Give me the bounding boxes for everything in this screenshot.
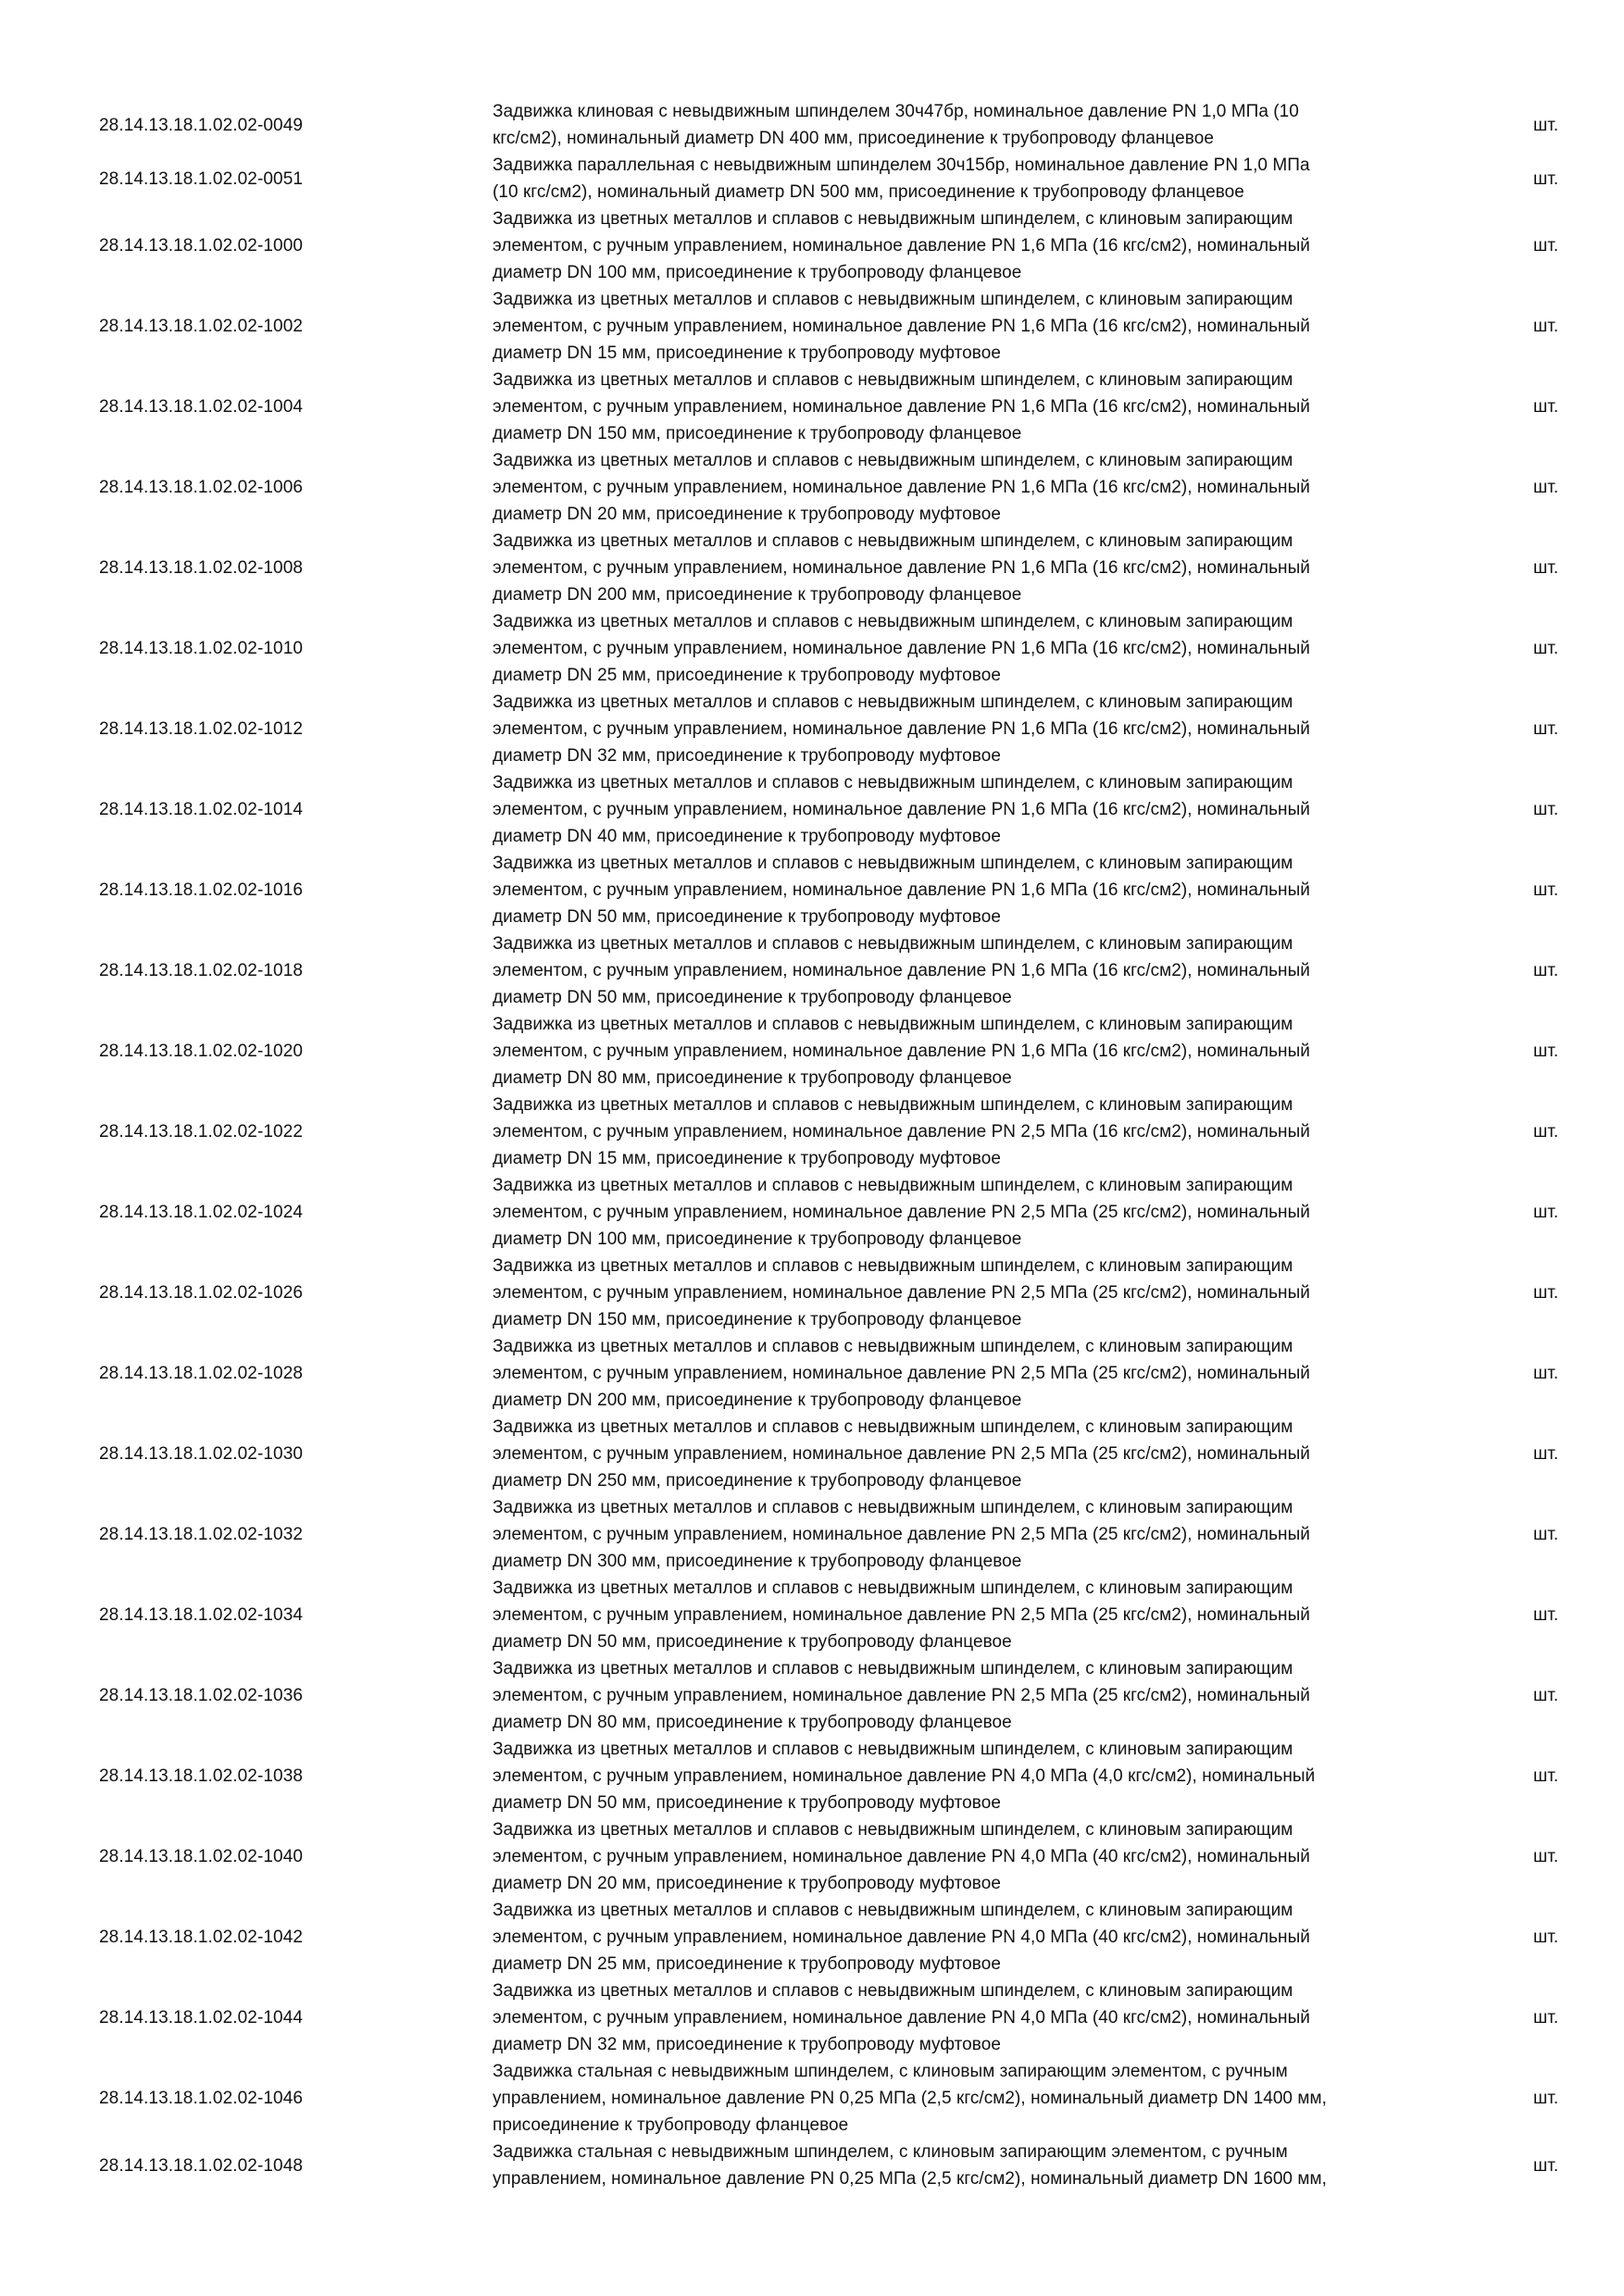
table-row bbox=[0, 850, 1624, 930]
description-line: Задвижка из цветных металлов и сплавов с невыдвижным шпинделем, с клиновым запирающим bbox=[493, 1337, 1293, 1356]
item-unit: шт. bbox=[1533, 2155, 1559, 2176]
description-line: диаметр DN 80 мм, присоединение к трубопроводу фланцевое bbox=[493, 1068, 1012, 1088]
description-line: Задвижка из цветных металлов и сплавов с невыдвижным шпинделем, с клиновым запирающим bbox=[493, 612, 1293, 631]
description-line: диаметр DN 20 мм, присоединение к трубопроводу муфтовое bbox=[493, 1874, 1001, 1893]
description-line: Задвижка параллельная с невыдвижным шпинделем 30ч15бр, номинальное давление PN 1,0 МПа bbox=[493, 156, 1310, 175]
description-line: диаметр DN 200 мм, присоединение к трубопроводу фланцевое bbox=[493, 1391, 1022, 1410]
item-unit: шт. bbox=[1533, 317, 1559, 336]
table-row bbox=[0, 930, 1624, 1011]
description-line: Задвижка из цветных металлов и сплавов с невыдвижным шпинделем, с клиновым запирающим bbox=[493, 1417, 1293, 1437]
item-unit: шт. bbox=[1533, 397, 1559, 417]
item-unit: шт. bbox=[1533, 961, 1559, 980]
description-line: диаметр DN 15 мм, присоединение к трубопроводу муфтовое bbox=[493, 343, 1001, 363]
item-description bbox=[493, 1092, 1474, 1172]
description-line: элементом, с ручным управлением, номинальное давление PN 2,5 МПа (25 кгс/см2), номинальный bbox=[493, 1686, 1310, 1705]
description-line: элементом, с ручным управлением, номинальное давление PN 1,6 МПа (16 кгс/см2), номинальный bbox=[493, 719, 1310, 739]
item-unit: шт. bbox=[1533, 1122, 1559, 1142]
description-line: диаметр DN 32 мм, присоединение к трубопроводу муфтовое bbox=[493, 2035, 1001, 2054]
item-unit: шт. bbox=[1533, 1928, 1559, 1947]
item-description bbox=[493, 1978, 1474, 2058]
table-row bbox=[0, 1172, 1624, 1253]
item-unit: шт. bbox=[1533, 1283, 1559, 1303]
item-unit: шт. bbox=[1533, 1042, 1559, 1061]
item-unit: шт. bbox=[1533, 2008, 1559, 2028]
table-row bbox=[0, 1816, 1624, 1897]
description-line: диаметр DN 150 мм, присоединение к трубопроводу фланцевое bbox=[493, 424, 1022, 443]
item-code: 28.14.13.18.1.02.02-1026 bbox=[99, 1283, 304, 1303]
item-unit: шт. bbox=[1533, 1766, 1559, 1786]
item-description bbox=[493, 286, 1474, 367]
description-line: диаметр DN 150 мм, присоединение к трубопроводу фланцевое bbox=[493, 1310, 1022, 1329]
table-row bbox=[0, 1897, 1624, 1978]
table-row bbox=[0, 528, 1624, 608]
item-description bbox=[493, 1172, 1474, 1253]
description-line: элементом, с ручным управлением, номинальное давление PN 1,6 МПа (16 кгс/см2), номинальный bbox=[493, 236, 1310, 256]
description-line: Задвижка из цветных металлов и сплавов с невыдвижным шпинделем, с клиновым запирающим bbox=[493, 934, 1293, 954]
description-line: Задвижка из цветных металлов и сплавов с невыдвижным шпинделем, с клиновым запирающим bbox=[493, 290, 1293, 309]
description-line: элементом, с ручным управлением, номинальное давление PN 2,5 МПа (25 кгс/см2), номинальный bbox=[493, 1525, 1310, 1544]
description-line: Задвижка из цветных металлов и сплавов с невыдвижным шпинделем, с клиновым запирающим bbox=[493, 1740, 1293, 1759]
description-line: Задвижка из цветных металлов и сплавов с невыдвижным шпинделем, с клиновым запирающим bbox=[493, 1256, 1293, 1276]
description-line: элементом, с ручным управлением, номинальное давление PN 4,0 МПа (40 кгс/см2), номинальный bbox=[493, 1928, 1310, 1947]
description-line: диаметр DN 80 мм, присоединение к трубопроводу фланцевое bbox=[493, 1713, 1012, 1732]
description-line: управлением, номинальное давление PN 0,25 МПа (2,5 кгс/см2), номинальный диаметр DN 1400 мм, bbox=[493, 2089, 1327, 2108]
table-row bbox=[0, 152, 1624, 206]
item-unit: шт. bbox=[1533, 719, 1559, 739]
description-line: элементом, с ручным управлением, номинальное давление PN 1,6 МПа (16 кгс/см2), номинальный bbox=[493, 639, 1310, 658]
description-line: диаметр DN 50 мм, присоединение к трубопроводу фланцевое bbox=[493, 1632, 1012, 1652]
item-description bbox=[493, 528, 1474, 608]
item-description bbox=[493, 769, 1474, 850]
item-unit: шт. bbox=[1533, 1203, 1559, 1222]
description-line: диаметр DN 100 мм, присоединение к трубопроводу фланцевое bbox=[493, 1229, 1022, 1249]
description-line: диаметр DN 50 мм, присоединение к трубопроводу фланцевое bbox=[493, 988, 1012, 1007]
description-line: Задвижка клиновая с невыдвижным шпинделем 30ч47бр, номинальное давление PN 1,0 МПа (10 bbox=[493, 102, 1299, 121]
item-description bbox=[493, 367, 1474, 447]
description-line: Задвижка из цветных металлов и сплавов с невыдвижным шпинделем, с клиновым запирающим bbox=[493, 1578, 1293, 1598]
table-row bbox=[0, 608, 1624, 689]
description-line: присоединение к трубопроводу фланцевое bbox=[493, 2115, 849, 2135]
description-line: Задвижка из цветных металлов и сплавов с невыдвижным шпинделем, с клиновым запирающим bbox=[493, 854, 1293, 873]
description-line: Задвижка из цветных металлов и сплавов с невыдвижным шпинделем, с клиновым запирающим bbox=[493, 1015, 1293, 1034]
description-line: управлением, номинальное давление PN 0,25 МПа (2,5 кгс/см2), номинальный диаметр DN 1600 мм, bbox=[493, 2169, 1327, 2189]
description-line: Задвижка стальная с невыдвижным шпинделем, с клиновым запирающим элементом, с ручным bbox=[493, 2142, 1288, 2162]
description-line: Задвижка из цветных металлов и сплавов с невыдвижным шпинделем, с клиновым запирающим bbox=[493, 1498, 1293, 1517]
description-line: элементом, с ручным управлением, номинальное давление PN 1,6 МПа (16 кгс/см2), номинальный bbox=[493, 478, 1310, 497]
item-code: 28.14.13.18.1.02.02-1002 bbox=[99, 317, 304, 336]
table-row bbox=[0, 689, 1624, 769]
description-line: Задвижка из цветных металлов и сплавов с невыдвижным шпинделем, с клиновым запирающим bbox=[493, 1095, 1293, 1115]
table-row bbox=[0, 206, 1624, 286]
item-code: 28.14.13.18.1.02.02-1020 bbox=[99, 1042, 304, 1061]
item-code: 28.14.13.18.1.02.02-1044 bbox=[99, 2008, 304, 2028]
item-unit: шт. bbox=[1533, 236, 1559, 256]
table-row bbox=[0, 1736, 1624, 1816]
description-line: Задвижка из цветных металлов и сплавов с невыдвижным шпинделем, с клиновым запирающим bbox=[493, 1659, 1293, 1678]
item-code: 28.14.13.18.1.02.02-1040 bbox=[99, 1847, 304, 1866]
item-description bbox=[493, 1575, 1474, 1655]
table-row bbox=[0, 769, 1624, 850]
item-description bbox=[493, 1736, 1474, 1816]
table-row bbox=[0, 1333, 1624, 1414]
description-line: Задвижка из цветных металлов и сплавов с невыдвижным шпинделем, с клиновым запирающим bbox=[493, 370, 1293, 390]
description-line: диаметр DN 300 мм, присоединение к трубопроводу фланцевое bbox=[493, 1552, 1022, 1571]
table-row bbox=[0, 447, 1624, 528]
item-unit: шт. bbox=[1533, 880, 1559, 900]
table-row bbox=[0, 1655, 1624, 1736]
table-row bbox=[0, 1092, 1624, 1172]
item-code: 28.14.13.18.1.02.02-1034 bbox=[99, 1605, 304, 1625]
item-description bbox=[493, 1897, 1474, 1978]
description-line: Задвижка из цветных металлов и сплавов с невыдвижным шпинделем, с клиновым запирающим bbox=[493, 1176, 1293, 1195]
description-line: диаметр DN 15 мм, присоединение к трубопроводу муфтовое bbox=[493, 1149, 1001, 1168]
description-line: диаметр DN 100 мм, присоединение к трубопроводу фланцевое bbox=[493, 263, 1022, 282]
description-line: диаметр DN 40 мм, присоединение к трубопроводу муфтовое bbox=[493, 827, 1001, 846]
item-unit: шт. bbox=[1533, 558, 1559, 578]
item-unit: шт. bbox=[1533, 115, 1559, 135]
item-description bbox=[493, 930, 1474, 1011]
item-code: 28.14.13.18.1.02.02-1006 bbox=[99, 478, 304, 497]
item-code: 28.14.13.18.1.02.02-1014 bbox=[99, 800, 304, 819]
item-description bbox=[493, 1816, 1474, 1897]
description-line: Задвижка из цветных металлов и сплавов с невыдвижным шпинделем, с клиновым запирающим bbox=[493, 1820, 1293, 1840]
description-line: Задвижка из цветных металлов и сплавов с невыдвижным шпинделем, с клиновым запирающим bbox=[493, 531, 1293, 551]
description-line: Задвижка из цветных металлов и сплавов с невыдвижным шпинделем, с клиновым запирающим bbox=[493, 693, 1293, 712]
description-line: Задвижка из цветных металлов и сплавов с невыдвижным шпинделем, с клиновым запирающим bbox=[493, 1901, 1293, 1920]
description-line: элементом, с ручным управлением, номинальное давление PN 1,6 МПа (16 кгс/см2), номинальный bbox=[493, 397, 1310, 417]
item-code: 28.14.13.18.1.02.02-1016 bbox=[99, 880, 304, 900]
table-row bbox=[0, 1414, 1624, 1494]
item-description bbox=[493, 2058, 1474, 2139]
description-line: элементом, с ручным управлением, номинальное давление PN 2,5 МПа (25 кгс/см2), номинальный bbox=[493, 1203, 1310, 1222]
item-code: 28.14.13.18.1.02.02-1038 bbox=[99, 1766, 304, 1786]
description-line: диаметр DN 20 мм, присоединение к трубопроводу муфтовое bbox=[493, 505, 1001, 524]
item-description bbox=[493, 689, 1474, 769]
description-line: элементом, с ручным управлением, номинальное давление PN 1,6 МПа (16 кгс/см2), номинальный bbox=[493, 1042, 1310, 1061]
description-line: Задвижка из цветных металлов и сплавов с невыдвижным шпинделем, с клиновым запирающим bbox=[493, 1981, 1293, 2001]
description-line: диаметр DN 50 мм, присоединение к трубопроводу муфтовое bbox=[493, 907, 1001, 927]
item-code: 28.14.13.18.1.02.02-1008 bbox=[99, 558, 304, 578]
table-row bbox=[0, 2139, 1624, 2192]
item-code: 28.14.13.18.1.02.02-1032 bbox=[99, 1525, 304, 1544]
description-line: Задвижка из цветных металлов и сплавов с невыдвижным шпинделем, с клиновым запирающим bbox=[493, 209, 1293, 229]
item-code: 28.14.13.18.1.02.02-1036 bbox=[99, 1686, 304, 1705]
item-unit: шт. bbox=[1533, 1525, 1559, 1544]
item-description bbox=[493, 447, 1474, 528]
description-line: диаметр DN 200 мм, присоединение к трубопроводу фланцевое bbox=[493, 585, 1022, 605]
item-unit: шт. bbox=[1533, 478, 1559, 497]
item-unit: шт. bbox=[1533, 1364, 1559, 1383]
description-line: элементом, с ручным управлением, номинальное давление PN 2,5 МПа (25 кгс/см2), номинальный bbox=[493, 1283, 1310, 1303]
table-row bbox=[0, 2058, 1624, 2139]
item-code: 28.14.13.18.1.02.02-1028 bbox=[99, 1364, 304, 1383]
description-line: диаметр DN 250 мм, присоединение к трубопроводу фланцевое bbox=[493, 1471, 1022, 1491]
description-line: элементом, с ручным управлением, номинальное давление PN 2,5 МПа (16 кгс/см2), номинальный bbox=[493, 1122, 1310, 1142]
item-code: 28.14.13.18.1.02.02-1048 bbox=[99, 2155, 304, 2176]
description-line: Задвижка стальная с невыдвижным шпинделем, с клиновым запирающим элементом, с ручным bbox=[493, 2062, 1288, 2081]
description-line: диаметр DN 25 мм, присоединение к трубопроводу муфтовое bbox=[493, 666, 1001, 685]
description-line: элементом, с ручным управлением, номинальное давление PN 2,5 МПа (25 кгс/см2), номинальный bbox=[493, 1605, 1310, 1625]
item-description bbox=[493, 1333, 1474, 1414]
item-code: 28.14.13.18.1.02.02-0051 bbox=[99, 168, 304, 189]
description-line: элементом, с ручным управлением, номинальное давление PN 1,6 МПа (16 кгс/см2), номинальный bbox=[493, 317, 1310, 336]
item-description bbox=[493, 1655, 1474, 1736]
item-code: 28.14.13.18.1.02.02-0049 bbox=[99, 115, 304, 135]
description-line: элементом, с ручным управлением, номинальное давление PN 4,0 МПа (40 кгс/см2), номинальный bbox=[493, 1847, 1310, 1866]
table-row bbox=[0, 367, 1624, 447]
item-description bbox=[493, 152, 1474, 206]
item-code: 28.14.13.18.1.02.02-1024 bbox=[99, 1203, 304, 1222]
item-description bbox=[493, 1494, 1474, 1575]
description-line: элементом, с ручным управлением, номинальное давление PN 1,6 МПа (16 кгс/см2), номинальный bbox=[493, 961, 1310, 980]
description-line: элементом, с ручным управлением, номинальное давление PN 2,5 МПа (25 кгс/см2), номинальный bbox=[493, 1444, 1310, 1464]
item-unit: шт. bbox=[1533, 1444, 1559, 1464]
description-line: Задвижка из цветных металлов и сплавов с невыдвижным шпинделем, с клиновым запирающим bbox=[493, 773, 1293, 792]
item-code: 28.14.13.18.1.02.02-1030 bbox=[99, 1444, 304, 1464]
item-description bbox=[493, 98, 1474, 152]
table-row bbox=[0, 1494, 1624, 1575]
item-unit: шт. bbox=[1533, 2089, 1559, 2108]
item-code: 28.14.13.18.1.02.02-1010 bbox=[99, 639, 304, 658]
description-line: элементом, с ручным управлением, номинальное давление PN 2,5 МПа (25 кгс/см2), номинальный bbox=[493, 1364, 1310, 1383]
item-description bbox=[493, 1414, 1474, 1494]
item-unit: шт. bbox=[1533, 1605, 1559, 1625]
item-code: 28.14.13.18.1.02.02-1000 bbox=[99, 236, 304, 256]
table-row bbox=[0, 1575, 1624, 1655]
description-line: элементом, с ручным управлением, номинальное давление PN 1,6 МПа (16 кгс/см2), номинальный bbox=[493, 880, 1310, 900]
description-line: элементом, с ручным управлением, номинальное давление PN 1,6 МПа (16 кгс/см2), номинальный bbox=[493, 558, 1310, 578]
description-line: кгс/см2), номинальный диаметр DN 400 мм, присоединение к трубопроводу фланцевое bbox=[493, 129, 1214, 148]
description-line: элементом, с ручным управлением, номинальное давление PN 4,0 МПа (4,0 кгс/см2), номинальный bbox=[493, 1766, 1316, 1786]
table-row bbox=[0, 98, 1624, 152]
item-unit: шт. bbox=[1533, 1686, 1559, 1705]
table-row bbox=[0, 1253, 1624, 1333]
table-row bbox=[0, 1011, 1624, 1092]
item-code: 28.14.13.18.1.02.02-1004 bbox=[99, 397, 304, 417]
item-code: 28.14.13.18.1.02.02-1042 bbox=[99, 1928, 304, 1947]
item-description bbox=[493, 1011, 1474, 1092]
item-description bbox=[493, 2139, 1474, 2192]
item-description bbox=[493, 608, 1474, 689]
item-code: 28.14.13.18.1.02.02-1022 bbox=[99, 1122, 304, 1142]
item-unit: шт. bbox=[1533, 168, 1559, 189]
item-description bbox=[493, 850, 1474, 930]
table-row bbox=[0, 286, 1624, 367]
item-code: 28.14.13.18.1.02.02-1046 bbox=[99, 2089, 304, 2108]
item-description bbox=[493, 1253, 1474, 1333]
description-line: диаметр DN 50 мм, присоединение к трубопроводу муфтовое bbox=[493, 1793, 1001, 1813]
item-unit: шт. bbox=[1533, 639, 1559, 658]
item-code: 28.14.13.18.1.02.02-1012 bbox=[99, 719, 304, 739]
description-line: диаметр DN 25 мм, присоединение к трубопроводу муфтовое bbox=[493, 1954, 1001, 1974]
item-code: 28.14.13.18.1.02.02-1018 bbox=[99, 961, 304, 980]
item-unit: шт. bbox=[1533, 1847, 1559, 1866]
description-line: элементом, с ручным управлением, номинальное давление PN 1,6 МПа (16 кгс/см2), номинальный bbox=[493, 800, 1310, 819]
table-row bbox=[0, 1978, 1624, 2058]
description-line: (10 кгс/см2), номинальный диаметр DN 500 мм, присоединение к трубопроводу фланцевое bbox=[493, 182, 1244, 202]
description-line: диаметр DN 32 мм, присоединение к трубопроводу муфтовое bbox=[493, 746, 1001, 766]
description-line: элементом, с ручным управлением, номинальное давление PN 4,0 МПа (40 кгс/см2), номинальный bbox=[493, 2008, 1310, 2028]
item-unit: шт. bbox=[1533, 800, 1559, 819]
item-description bbox=[493, 206, 1474, 286]
description-line: Задвижка из цветных металлов и сплавов с невыдвижным шпинделем, с клиновым запирающим bbox=[493, 451, 1293, 470]
